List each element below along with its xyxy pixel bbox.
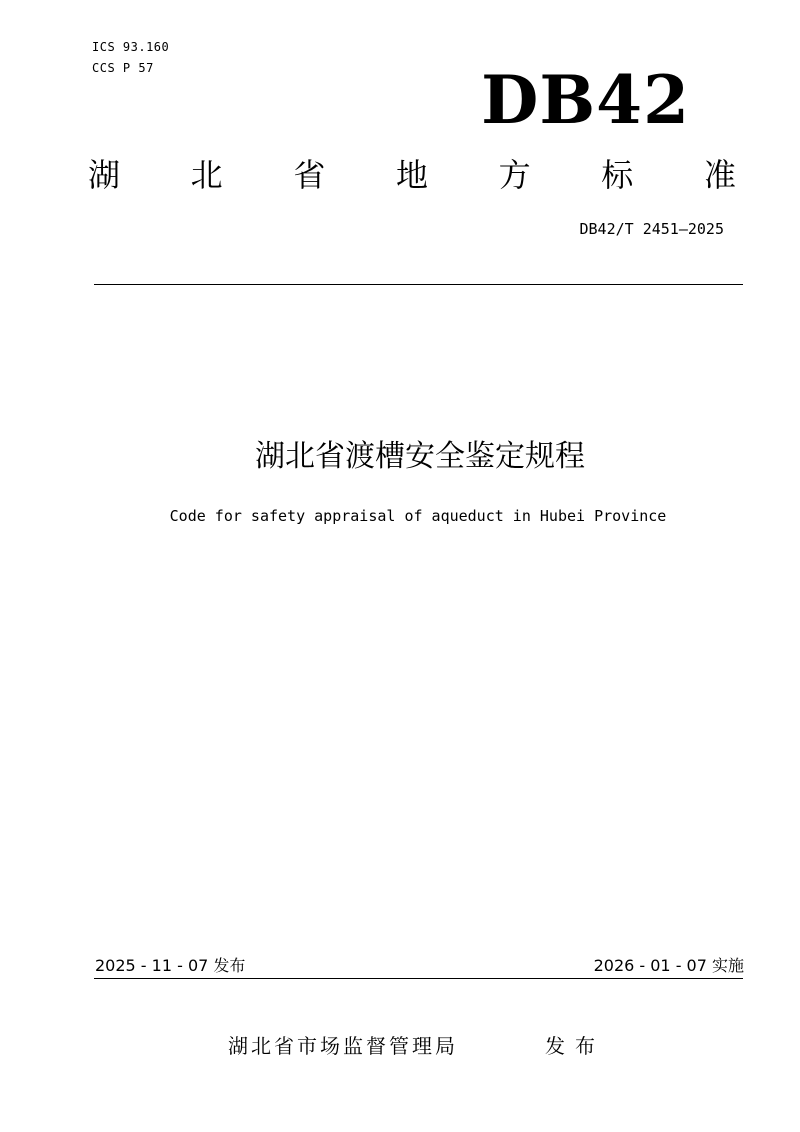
standard-type-char: 湖 bbox=[88, 156, 121, 194]
standard-type-heading bbox=[88, 150, 736, 200]
issuing-authority: 湖北省市场监督管理局 bbox=[228, 1034, 458, 1058]
ccs-code: CCS P 57 bbox=[92, 61, 154, 75]
standard-type-char: 标 bbox=[601, 156, 634, 194]
document-title-chinese: 湖北省渡槽安全鉴定规程 bbox=[255, 439, 585, 474]
bottom-divider bbox=[94, 978, 743, 979]
standard-type-char: 地 bbox=[395, 156, 428, 194]
standard-type-char: 北 bbox=[190, 156, 223, 194]
standard-type-char: 准 bbox=[703, 156, 736, 194]
top-divider bbox=[94, 284, 743, 285]
issue-date: 2025 - 11 - 07 发布 bbox=[95, 956, 246, 975]
standard-type-char: 方 bbox=[498, 156, 531, 194]
ics-code: ICS 93.160 bbox=[92, 40, 170, 54]
implementation-date: 2026 - 01 - 07 实施 bbox=[593, 956, 744, 975]
standard-number: DB42/T 2451—2025 bbox=[579, 220, 724, 238]
standard-type-char: 省 bbox=[293, 156, 326, 194]
db42-logo: DB42 bbox=[481, 61, 690, 139]
document-title-english: Code for safety appraisal of aqueduct in Hubei Province bbox=[169, 507, 667, 525]
issue-label: 发布 bbox=[545, 1034, 605, 1058]
